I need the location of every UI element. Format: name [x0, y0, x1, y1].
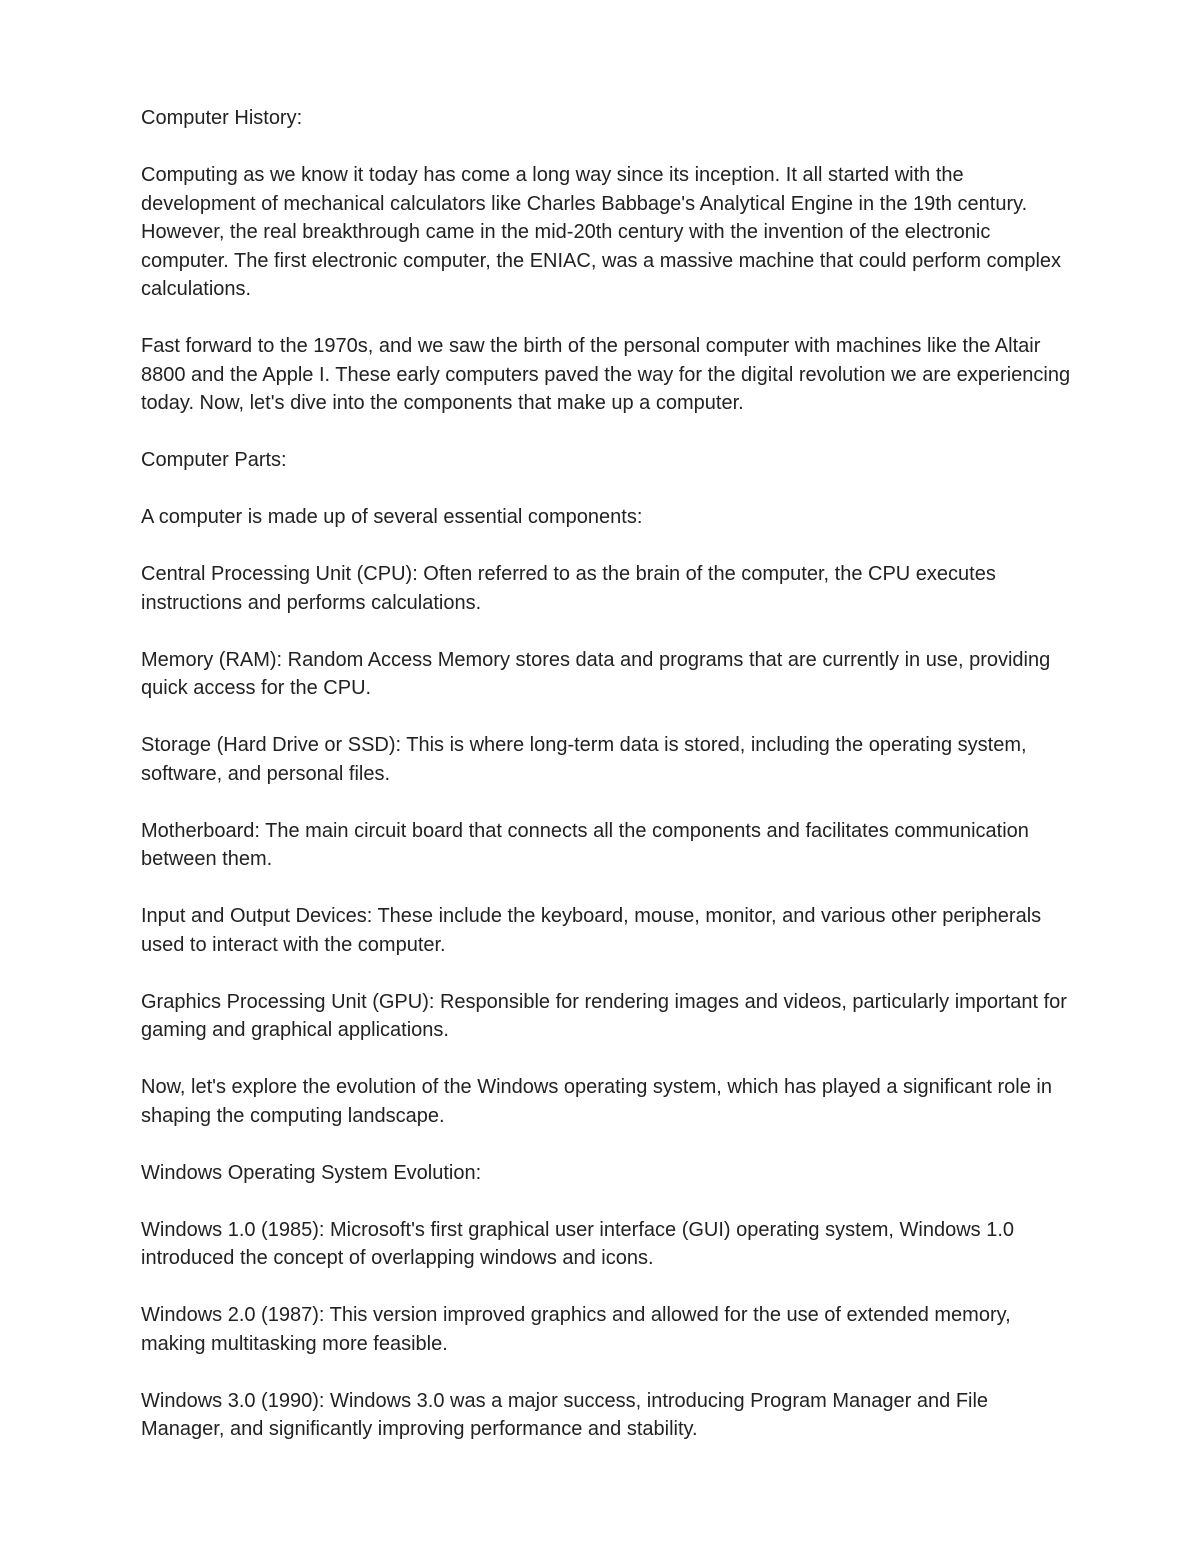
part-io-devices: Input and Output Devices: These include the keyboard, mouse, monitor, and various other peripherals used to interact with the computer.	[141, 905, 1042, 956]
part-gpu: Graphics Processing Unit (GPU): Responsible for rendering images and videos, particularly important for gaming and graphical applications.	[141, 990, 1067, 1041]
windows-version-2: Windows 2.0 (1987): This version improved graphics and allowed for the use of extended memory, making multitasking more feasible.	[141, 1304, 1011, 1355]
parts-heading: Computer Parts:	[141, 449, 287, 471]
windows-version-1: Windows 1.0 (1985): Microsoft's first graphical user interface (GUI) operating system, Windows 1.0 introduced the concept of overlapping windows and icons.	[141, 1218, 1015, 1269]
windows-version-3: Windows 3.0 (1990): Windows 3.0 was a major success, introducing Program Manager and File Manager, and significantly improving performance and stability.	[141, 1389, 989, 1440]
part-memory: Memory (RAM): Random Access Memory stores data and programs that are currently in use, providing quick access for the CPU.	[141, 648, 1051, 699]
history-heading: Computer History:	[141, 107, 303, 129]
part-motherboard: Motherboard: The main circuit board that connects all the components and facilitates communication between them.	[141, 819, 1029, 870]
history-paragraph-1: Computing as we know it today has come a long way since its inception. It all started with the development of mechanical calculators like Charles Babbage's Analytical Engine in the 19th century. However, the real breakthrough came in the mid-20th century with the invention of the electronic computer. The first electronic computer, the ENIAC, was a massive machine that could perform complex calculations.	[141, 164, 1062, 300]
part-storage: Storage (Hard Drive or SSD): This is where long-term data is stored, including the operating system, software, and personal files.	[141, 734, 1027, 785]
parts-intro: A computer is made up of several essential components:	[141, 506, 643, 528]
document-body	[141, 104, 1071, 1472]
part-cpu: Central Processing Unit (CPU): Often referred to as the brain of the computer, the CPU executes instructions and performs calculations.	[141, 563, 996, 614]
windows-intro: Now, let's explore the evolution of the Windows operating system, which has played a significant role in shaping the computing landscape.	[141, 1076, 1052, 1127]
windows-heading: Windows Operating System Evolution:	[141, 1161, 482, 1184]
history-paragraph-2: Fast forward to the 1970s, and we saw the birth of the personal computer with machines like the Altair 8800 and the Apple I. These early computers paved the way for the digital revolution we are experiencing today. Now, let's dive into the components that make up a computer.	[141, 335, 1071, 414]
